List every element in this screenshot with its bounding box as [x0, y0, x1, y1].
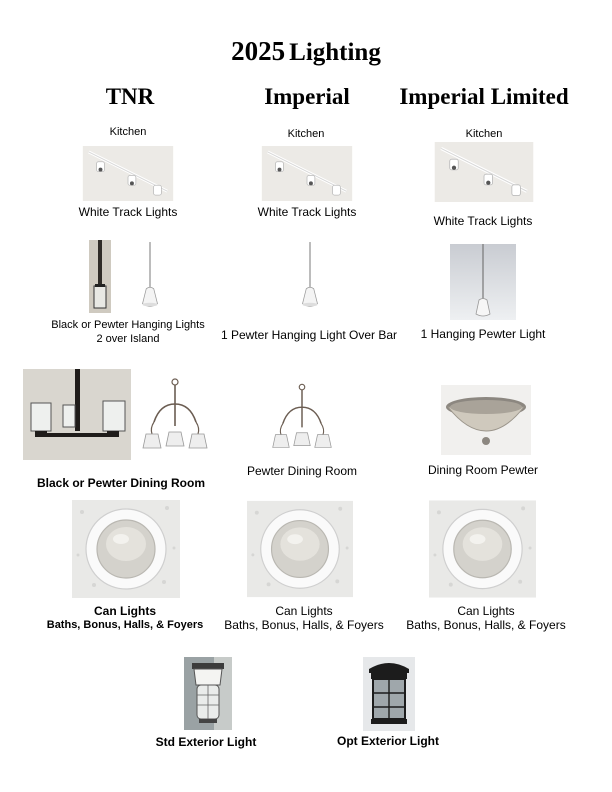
black-chandelier-photo [23, 369, 131, 460]
can-light-photo [72, 500, 180, 598]
kitchen-label: Kitchen [109, 126, 147, 138]
can-caption-line2: Baths, Bonus, Halls, & Foyers [224, 618, 384, 632]
track-caption: White Track Lights [78, 205, 178, 219]
std-exterior-caption: Std Exterior Light [155, 735, 257, 749]
track-light-photo [82, 146, 174, 201]
kitchen-label: Kitchen [465, 128, 503, 140]
pewter-flush-mount-photo [441, 385, 531, 455]
hanging-caption-line1: Black or Pewter Hanging Lights [51, 319, 205, 331]
can-caption-line2: Baths, Bonus, Halls, & Foyers [406, 618, 566, 632]
std-exterior-light-photo [184, 657, 232, 730]
can-caption-line1: Can Lights [275, 604, 333, 618]
can-caption-line1: Can Lights [457, 604, 515, 618]
pewter-chandelier-photo [270, 382, 334, 458]
title-word: Lighting [289, 39, 381, 66]
dining-caption: Dining Room Pewter [427, 463, 539, 477]
opt-exterior-caption: Opt Exterior Light [337, 734, 439, 748]
page-title [0, 36, 612, 67]
hanging-caption: 1 Hanging Pewter Light [420, 327, 546, 341]
column-header-imperial: Imperial [264, 84, 350, 109]
pewter-pendant-photo [136, 240, 164, 315]
title-year: 2025 [231, 36, 286, 66]
can-caption-line2: Baths, Bonus, Halls, & Foyers [46, 619, 204, 631]
dining-caption: Pewter Dining Room [246, 464, 358, 478]
pewter-pendant-photo [450, 244, 516, 320]
opt-exterior-light-photo [363, 657, 415, 731]
column-header-tnr: TNR [105, 84, 155, 109]
hanging-caption-line2: 2 over Island [96, 333, 160, 345]
black-pendant-photo [89, 240, 111, 313]
dining-caption: Black or Pewter Dining Room [36, 476, 206, 490]
track-light-photo [433, 142, 535, 202]
track-caption: White Track Lights [433, 214, 533, 228]
column-header-imperial-limited: Imperial Limited [399, 84, 569, 109]
track-light-photo [260, 146, 354, 201]
hanging-caption: 1 Pewter Hanging Light Over Bar [220, 328, 398, 342]
track-caption: White Track Lights [257, 205, 357, 219]
kitchen-label: Kitchen [287, 128, 325, 140]
can-light-photo [429, 500, 536, 598]
can-caption-line1: Can Lights [94, 604, 156, 618]
pewter-chandelier-photo [140, 378, 210, 458]
pewter-pendant-photo [296, 240, 324, 315]
can-light-photo [247, 500, 353, 598]
